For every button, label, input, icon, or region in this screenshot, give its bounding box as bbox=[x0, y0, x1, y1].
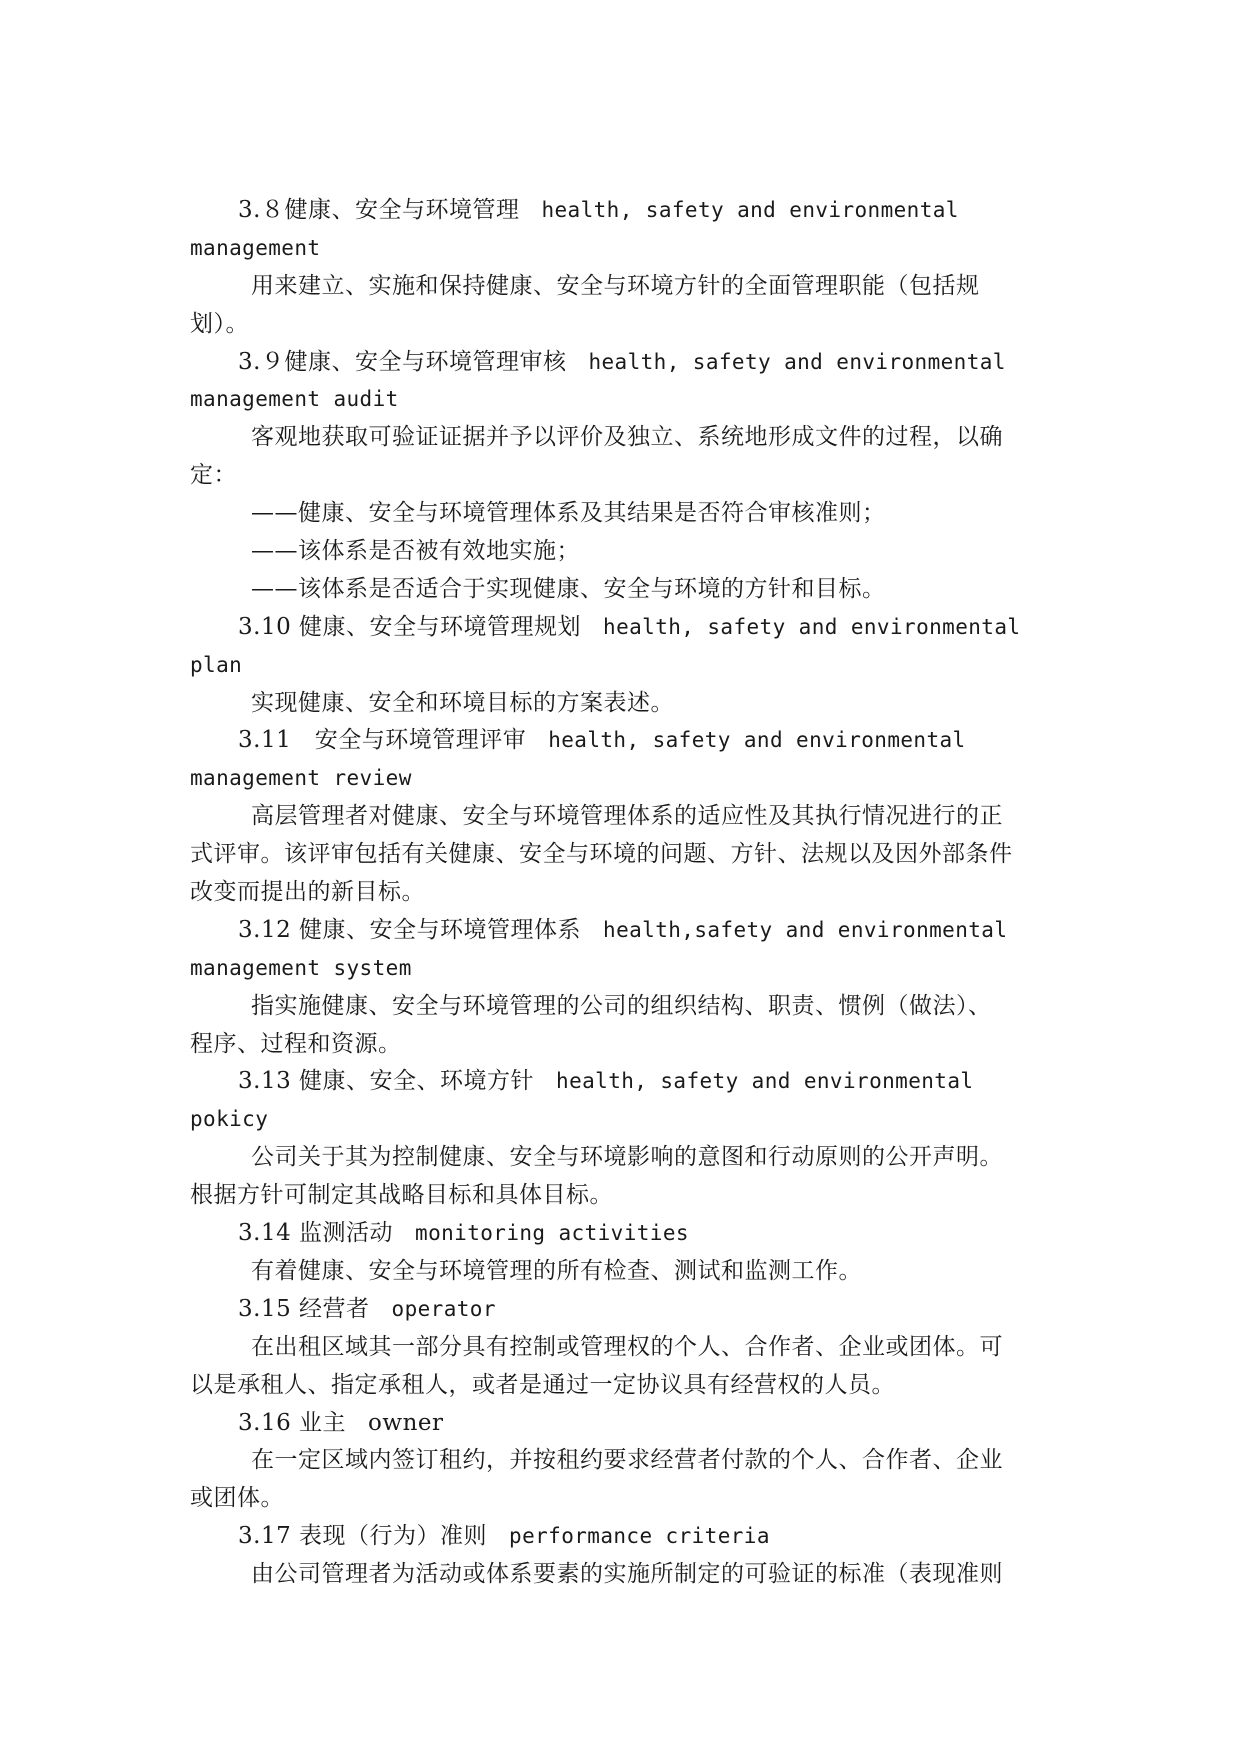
term-cn: 3.11 安全与环境管理评审 bbox=[238, 727, 527, 754]
definition-line: 划）。 bbox=[190, 310, 249, 337]
term-heading bbox=[190, 609, 1070, 647]
definition-line: 在一定区域内签订租约，并按租约要求经营者付款的个人、合作者、企业 bbox=[251, 1447, 1003, 1474]
term-entry-3-15 bbox=[190, 1291, 1070, 1405]
term-heading bbox=[190, 1063, 1070, 1101]
term-entry-3-11 bbox=[190, 722, 1070, 911]
term-cn: 3.８健康、安全与环境管理 bbox=[238, 197, 520, 223]
definition-line: 定： bbox=[190, 462, 237, 489]
term-cn: 3.12 健康、安全与环境管理体系 bbox=[238, 916, 582, 943]
definition-line: 高层管理者对健康、安全与环境管理体系的适应性及其执行情况进行的正 bbox=[251, 803, 1003, 830]
term-en-continuation: management system bbox=[190, 955, 412, 980]
term-heading bbox=[190, 1215, 1070, 1253]
term-entry-3-14 bbox=[190, 1215, 1070, 1291]
list-item: ——该体系是否被有效地实施； bbox=[251, 538, 580, 565]
definition-line: 以是承租人、指定承租人，或者是通过一定协议具有经营权的人员。 bbox=[190, 1371, 895, 1398]
term-en: health, safety and environmental bbox=[588, 349, 1006, 374]
term-heading bbox=[190, 192, 1070, 230]
term-entry-3-9 bbox=[190, 344, 1070, 609]
term-cn: 3.９健康、安全与环境管理审核 bbox=[238, 348, 567, 375]
definition-line: 或团体。 bbox=[190, 1485, 284, 1512]
definition-line: 在出租区域其一部分具有控制或管理权的个人、合作者、企业或团体。可 bbox=[251, 1333, 1003, 1360]
definition-line: 实现健康、安全和环境目标的方案表述。 bbox=[251, 689, 674, 716]
term-entry-3-13 bbox=[190, 1063, 1070, 1215]
term-heading bbox=[190, 344, 1070, 382]
term-entry-3-10 bbox=[190, 609, 1070, 723]
definition-line: 改变而提出的新目标。 bbox=[190, 879, 425, 906]
term-en-continuation: management bbox=[190, 235, 321, 260]
term-en: health, safety and environmental bbox=[603, 614, 1021, 639]
definition-line: 指实施健康、安全与环境管理的公司的组织结构、职责、惯例（做法）、 bbox=[251, 992, 992, 1019]
term-heading bbox=[190, 1518, 1070, 1556]
term-cn: 3.16 业主 bbox=[238, 1409, 347, 1436]
term-en: monitoring activities bbox=[415, 1221, 689, 1246]
term-en: health, safety and environmental bbox=[556, 1069, 974, 1094]
definition-line: 式评审。该评审包括有关健康、安全与环境的问题、方针、法规以及因外部条件 bbox=[190, 841, 1013, 868]
definition-line: 用来建立、实施和保持健康、安全与环境方针的全面管理职能（包括规 bbox=[251, 272, 980, 299]
definition-line: 程序、过程和资源。 bbox=[190, 1030, 402, 1057]
term-en-continuation: plan bbox=[190, 652, 243, 677]
term-heading bbox=[190, 912, 1070, 950]
term-en: performance criteria bbox=[509, 1524, 770, 1549]
definition-line: 客观地获取可验证证据并予以评价及独立、系统地形成文件的过程，以确 bbox=[251, 424, 1003, 451]
term-cn: 3.17 表现（行为）准则 bbox=[238, 1523, 488, 1550]
term-en: health, safety and environmental bbox=[548, 728, 966, 753]
term-en-continuation: pokicy bbox=[190, 1107, 269, 1132]
term-en-continuation: management review bbox=[190, 766, 412, 791]
list-item: ——该体系是否适合于实现健康、安全与环境的方针和目标。 bbox=[251, 575, 886, 602]
term-heading bbox=[190, 1405, 1070, 1443]
term-en-continuation: management audit bbox=[190, 387, 399, 412]
definition-line: 有着健康、安全与环境管理的所有检查、测试和监测工作。 bbox=[251, 1257, 862, 1284]
term-en: operator bbox=[391, 1296, 496, 1321]
term-en: owner bbox=[368, 1409, 444, 1436]
term-cn: 3.14 监测活动 bbox=[238, 1220, 394, 1247]
definition-line: 由公司管理者为活动或体系要素的实施所制定的可验证的标准（表现准则 bbox=[251, 1561, 1003, 1588]
term-cn: 3.15 经营者 bbox=[238, 1295, 370, 1322]
term-cn: 3.10 健康、安全与环境管理规划 bbox=[238, 613, 582, 640]
term-cn: 3.13 健康、安全、环境方针 bbox=[238, 1068, 535, 1095]
list-item: ——健康、安全与环境管理体系及其结果是否符合审核准则； bbox=[251, 500, 886, 527]
term-heading bbox=[190, 1291, 1070, 1329]
term-entry-3-12 bbox=[190, 912, 1070, 1064]
term-en: health, safety and environmental bbox=[541, 198, 959, 222]
document-body bbox=[190, 192, 1070, 1594]
term-entry-3-16 bbox=[190, 1405, 1070, 1519]
term-heading bbox=[190, 722, 1070, 760]
term-entry-3-17 bbox=[190, 1518, 1070, 1594]
definition-line: 公司关于其为控制健康、安全与环境影响的意图和行动原则的公开声明。 bbox=[251, 1144, 1003, 1171]
term-entry-3-8 bbox=[190, 192, 1070, 344]
term-en: health,safety and environmental bbox=[603, 917, 1008, 942]
definition-line: 根据方针可制定其战略目标和具体目标。 bbox=[190, 1182, 613, 1209]
